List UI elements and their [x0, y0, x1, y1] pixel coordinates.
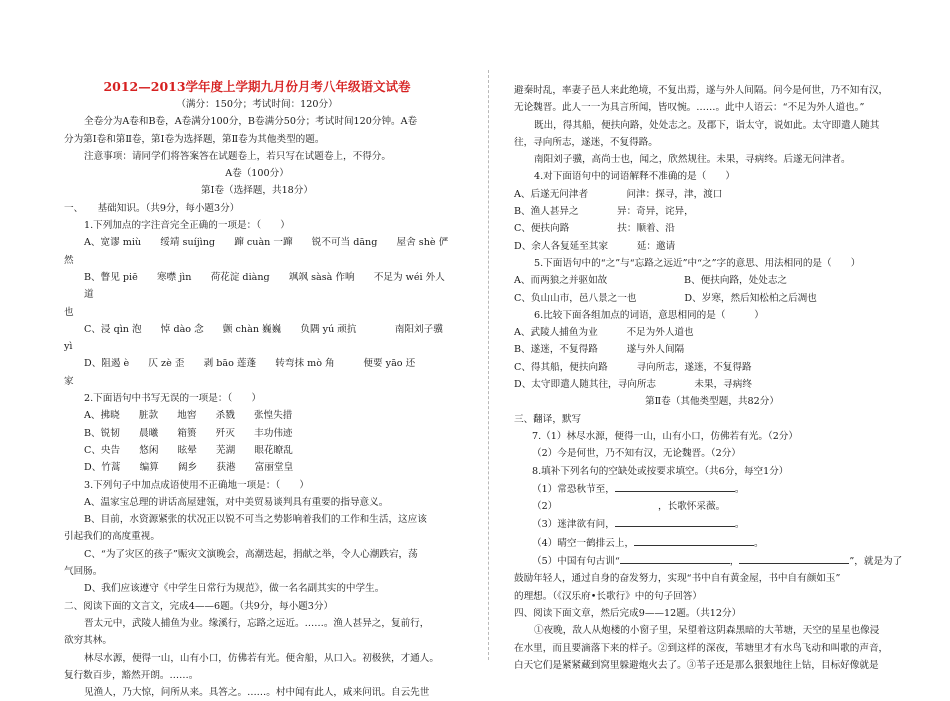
- question-option: yì: [64, 341, 73, 353]
- question-stem: 5.下面语句中的“之”与“忘路之远近”中“之”字的意思、用法相同的是（ ）: [534, 257, 861, 269]
- question-option: 气回肠。: [64, 566, 103, 578]
- passage-line: 往，寻向所志，遂迷，不复得路。: [514, 136, 658, 148]
- question-option: C、浸 qìn 泡 悼 dào 念 颤 chàn 巍巍 负隅 yú 顽抗 南阳刘子骥: [84, 323, 443, 335]
- question-option: D、阻遏 è 仄 zè 歪 剥 bāo 莲蓬 转弯抹 mò 角 便要 yāo 还: [84, 358, 416, 370]
- passage-line: 白天它们是紧紧藏到窝里躲避炮火去了。③苇子还是那么狠狠地往上钻，目标好像就是: [514, 659, 879, 671]
- section-heading: 一、 基础知识。（共9分，每小题3分）: [64, 202, 240, 214]
- question-stem: 6.比较下面各组加点的词语，意思相同的是（ ）: [534, 309, 764, 321]
- right-column: [514, 82, 910, 674]
- question-option: B、遂迷，不复得路 遂与外人间隔: [514, 344, 685, 356]
- question-stem: 4.对下面语句中的词语解释不准确的是（ ）: [534, 171, 736, 183]
- fill-blank-line: （5）中国有句古训“ ， ”，就是为了: [514, 552, 910, 570]
- fill-blank-text: （4）晴空一鹤排云上，: [532, 537, 635, 549]
- passage-line: 欲穷其林。: [64, 635, 112, 647]
- question-stem: 7.（1）林尽水源，便得一山，山有小口，仿佛若有光。（2分）: [532, 430, 798, 442]
- fill-blank-line: [514, 498, 910, 515]
- answer-blank[interactable]: [615, 515, 735, 527]
- passage-line: 见渔人，乃大惊，问所从来。具答之。……。村中闻有此人，咸来问讯。自云先世: [84, 687, 430, 699]
- column-divider: [488, 70, 490, 660]
- question-option: A、而两狼之并驱如故 B、便扶向路，处处志之: [514, 275, 788, 287]
- section-heading: 二、阅读下面的文言文，完成4——6题。（共9分，每小题3分）: [64, 600, 334, 612]
- question-option: B、渔人甚异之 异：奇异，诧异，: [514, 206, 694, 218]
- question-option: C、央告 悠闲 眩晕 芜湖 眼花瞭乱: [84, 444, 293, 456]
- left-column: [64, 78, 450, 701]
- question-option: 然: [64, 254, 74, 266]
- passage-line: 鼓励年轻人，通过自身的奋发努力，实现“书中自有黄金屋，书中自有颜如玉”: [514, 573, 841, 585]
- intro-line: 分为第Ⅰ卷和第Ⅱ卷，第Ⅰ卷为选择题，第Ⅱ卷为其他类型的题。: [64, 133, 325, 145]
- passage-line: 复行数百步，豁然开朗。……。: [64, 669, 199, 681]
- question-option: B、目前，水资源紧张的状况正以锐不可当之势影响着我们的工作和生活，这应该: [84, 514, 427, 526]
- question-stem: 8.填补下列名句的空缺处或按要求填空。（共6分，每空1分）: [532, 465, 789, 477]
- question-option: 也: [64, 306, 74, 318]
- passage-line: 林尽水源，便得一山，山有小口，仿佛若有光。便舍船，从口入。初极狭，才通人。: [84, 652, 439, 664]
- fill-blank-text: （3）迷津欲有问，: [532, 519, 615, 531]
- fill-blank-line: （4）晴空一鹤排云上， 。: [514, 534, 910, 552]
- question-option: D、太守即遣人随其往，寻向所志 未果，寻病终: [514, 379, 752, 391]
- intro-line: 全卷分为A卷和B卷，A卷满分100分，B卷满分50分；考试时间120分钟。A卷: [84, 116, 418, 128]
- answer-blank[interactable]: [634, 534, 754, 546]
- fill-blank-line: （1）常恐秋节至， 。: [514, 480, 910, 498]
- question-option: D、我们应该遵守《中学生日常行为规范》，做一名名副其实的中学生。: [84, 583, 385, 595]
- question-option: B、锐韧 晨曦 箱篑 歼灭 丰功伟迹: [84, 427, 293, 439]
- part-1-heading: 第Ⅰ卷（选择题，共18分）: [201, 185, 313, 197]
- passage-line: 晋太元中，武陵人捕鱼为业。缘溪行，忘路之远近。……。渔人甚异之，复前行，: [84, 617, 430, 629]
- fill-blank-text: （5）中国有句古训“: [532, 556, 620, 568]
- question-option: B、瞥见 piē 寒噤 jìn 荷花淀 diàng 飒飒 sàsà 作响 不足为 wéi 外人道: [84, 271, 445, 301]
- answer-blank[interactable]: [739, 552, 849, 564]
- passage-line: ①夜晚，敌人从炮楼的小窗子里，呆望着这阴森黑暗的大苇塘，天空的星星也像浸: [534, 625, 880, 637]
- section-a-heading: A卷（100分）: [225, 168, 289, 180]
- question-option: C、便扶向路 扶：顺着、沿: [514, 223, 675, 235]
- question-option: C、得其船，便扶向路 寻向所志，遂迷，不复得路: [514, 361, 752, 373]
- fill-blank-text: （2） ，长歌怀采薇。: [532, 501, 726, 513]
- fill-blank-line: （3）迷津欲有问， 。: [514, 515, 910, 533]
- question-option: A、温家宝总理的讲话高屋建瓴，对中美贸易谈判具有重要的指导意义。: [84, 496, 389, 508]
- question-stem: 3.下列句子中加点成语使用不正确地一项是：（ ）: [84, 479, 310, 491]
- exam-title: 2012—2013学年度上学期九月份月考八年级语文试卷: [103, 79, 411, 94]
- section-heading: 四、阅读下面文章，然后完成9——12题。（共12分）: [514, 607, 742, 619]
- passage-line: 无论魏晋。此人一一为具言所闻，皆叹惋。……。此中人语云：“不足为外人道也。”: [514, 102, 865, 114]
- score-info: （满分：150分；考试时间：120分）: [176, 99, 338, 110]
- answer-blank[interactable]: [620, 552, 730, 564]
- passage-line: 在水里，而且要滴落下来的样子。②到这样的深夜，苇塘里才有水鸟飞动和叫歌的声音，: [514, 642, 889, 654]
- passage-line: 既出，得其船，便扶向路，处处志之。及郡下，诣太守，说如此。太守即遣人随其: [534, 119, 880, 131]
- question-option: 家: [64, 375, 74, 387]
- question-option: C、“为了灾区的孩子”赈灾文演晚会，高潮迭起，捐献之举，令人心潮跌宕，荡: [84, 548, 418, 560]
- question-option: D、余人各复延至其家 延：邀请: [514, 240, 676, 252]
- question-option: C、负山山市，邑八景之一也 D、岁寒，然后知松柏之后凋也: [514, 292, 817, 304]
- passage-line: 南阳刘子骥，高尚士也，闻之，欣然规往。未果，寻病终。后遂无问津者。: [534, 154, 851, 166]
- answer-blank[interactable]: [615, 480, 735, 492]
- part-2-heading: 第Ⅱ卷（其他类型题，共82分）: [645, 396, 779, 408]
- question-stem: 2.下面语句中书写无误的一项是：（ ）: [84, 393, 262, 405]
- question-option: A、武陵人捕鱼为业 不足为外人道也: [514, 327, 694, 339]
- question-stem: 1.下列加点的字注音完全正确的一项是：（ ）: [84, 220, 290, 232]
- section-heading: 三、翻译，默写: [514, 413, 582, 425]
- question-option: A、后遂无问津者 问津：探寻，津，渡口: [514, 188, 723, 200]
- fill-blank-text: （1）常恐秋节至，: [532, 483, 615, 495]
- question-option: D、竹蒿 编算 阔乡 获港 富丽堂皇: [84, 462, 294, 474]
- notice: 注意事项：请同学们将答案答在试题卷上，若只写在试题卷上，不得分。: [84, 150, 391, 162]
- passage-line: 的理想。（《汉乐府•长歌行》中的句子回答）: [514, 590, 702, 602]
- question-option: 引起我们的高度重视。: [64, 531, 160, 543]
- passage-line: 避秦时乱，率妻子邑人来此绝境，不复出焉，遂与外人间隔。问今是何世，乃不知有汉，: [514, 85, 889, 96]
- question-option: A、宽谬 miù 绥靖 suíjìng 蹿 cuàn 一蹿 锐不可当 dāng 屋舍 shè 俨: [84, 237, 449, 249]
- question-option: A、拂晓 脏款 地窖 杀戮 张惶失措: [84, 410, 293, 422]
- question-stem: （2）今是何世，乃不知有汉，无论魏晋。（2分）: [532, 448, 741, 460]
